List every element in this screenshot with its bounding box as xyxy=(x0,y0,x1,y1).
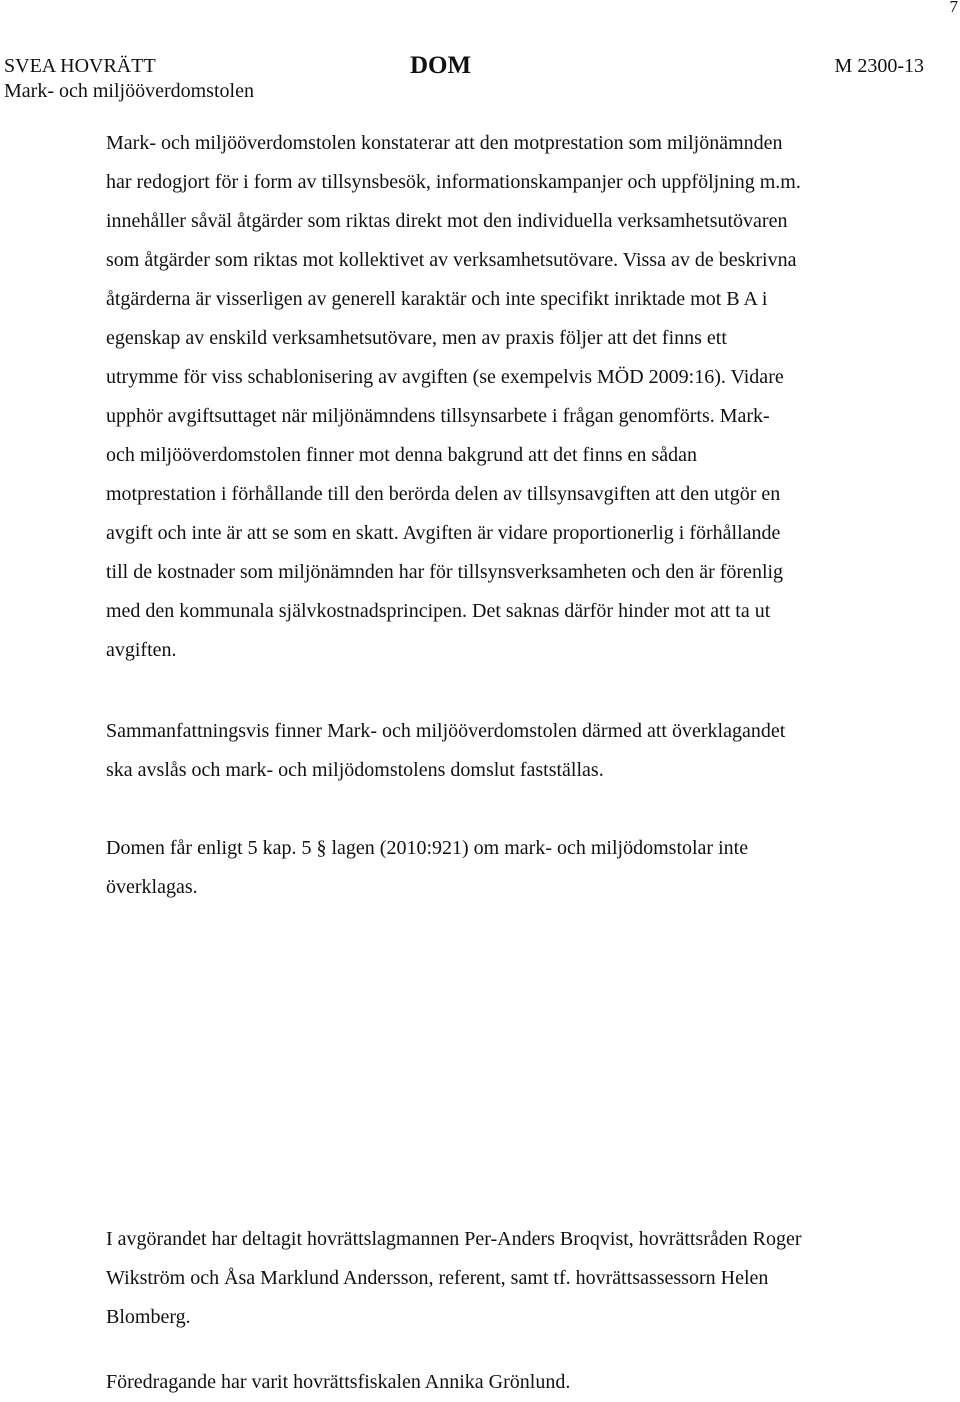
document-type: DOM xyxy=(410,52,472,79)
paragraph-summary: Sammanfattningsvis finner Mark- och miljööverdomstolen därmed att överklagandet ska avslås och mark- och miljödomstolens domslut fastställas. xyxy=(106,720,786,781)
paragraph-appeal-notice: Domen får enligt 5 kap. 5 § lagen (2010:921) om mark- och miljödomstolar inte överklagas. xyxy=(106,837,749,898)
paragraph-judges: I avgörandet har deltagit hovrättslagmannen Per-Anders Broqvist, hovrättsråden Roger Wikström och Åsa Marklund Andersson, referent, samt tf. hovrättsassessorn Helen Blomberg. xyxy=(106,1228,802,1328)
paragraph-reasoning: Mark- och miljööverdomstolen konstaterar att den motprestation som miljönämnden har redogjort för i form av tillsynsbesök, informationskampanjer och uppföljning m.m. innehåller såväl åtgärder som riktas direkt mot den individuella verksamhetsutövaren som åtgärder som riktas mot kollektivet av verksamhetsutövare. Vissa av de beskrivna åtgärderna är visserligen av generell karaktär och inte specifikt inriktade mot B A i egenskap av enskild verksamhetsutövare, men av praxis följer att det finns ett utrymme för viss schablonisering av avgiften (se exempelvis MÖD 2009:16). Vidare upphör avgiftsuttaget när miljönämndens tillsynsarbete i frågan genomförts. Mark- och miljööverdomstolen finner mot denna bakgrund att det finns en sådan motprestation i förhållande till den berörda delen av tillsynsavgiften att den utgör en avgift och inte är att se som en skatt. Avgiften är vidare proportionerlig i förhållande till de kostnader som miljönämnden har för tillsynsverksamheten och den är förenlig med den kommunala självkostnadsprincipen. Det saknas därför hinder mot att ta ut avgiften. xyxy=(106,132,801,661)
case-number: M 2300-13 xyxy=(834,55,924,77)
court-name: SVEA HOVRÄTT xyxy=(4,55,156,77)
document-header xyxy=(4,54,924,104)
court-division: Mark- och miljööverdomstolen xyxy=(4,80,254,102)
page-number: 7 xyxy=(949,0,958,16)
paragraph-rapporteur: Föredragande har varit hovrättsfiskalen Annika Grönlund. xyxy=(106,1371,571,1393)
